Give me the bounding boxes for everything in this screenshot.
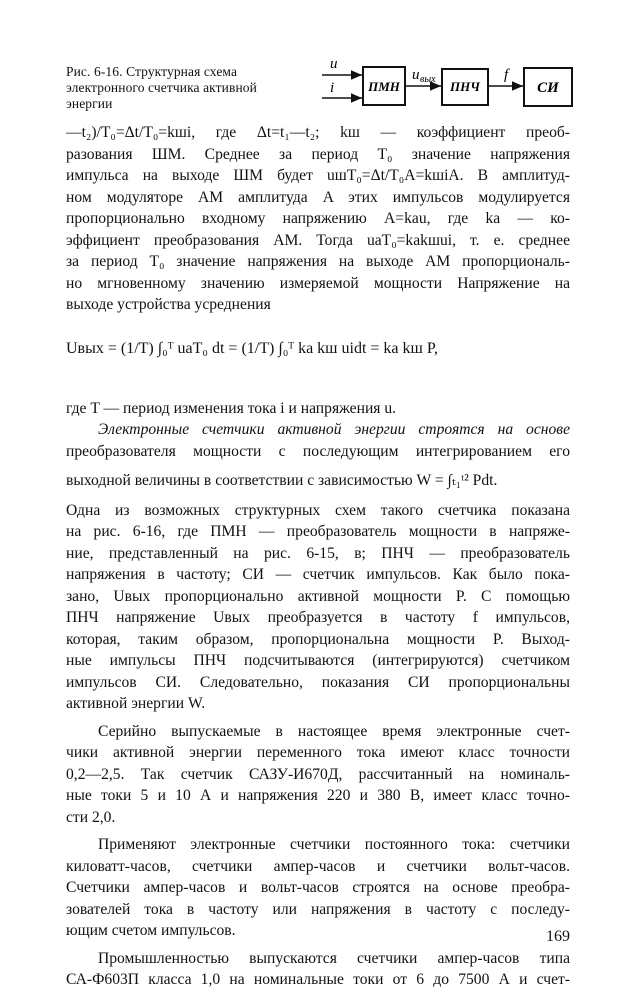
signal-f-label: f bbox=[504, 67, 509, 83]
input-i-label: i bbox=[330, 80, 335, 96]
text-line: выходе устройства усреднения bbox=[66, 296, 271, 313]
text-line: чики активной энергии переменного тока имеют класс точности bbox=[66, 744, 570, 761]
signal-uvyh-label: u bbox=[412, 67, 420, 83]
block-diagram bbox=[318, 52, 618, 120]
text-line: Серийно выпускаемые в настоящее время электронные счет- bbox=[98, 722, 570, 740]
text-line: напряжения в частоту; СИ — счетчик импульсов. Как было пока- bbox=[66, 566, 570, 583]
text-line: Применяют электронные счетчики постоянного тока: счетчики bbox=[98, 836, 570, 853]
block-pmn-label: ПМН bbox=[368, 79, 400, 94]
text-line: Счетчики ампер-часов и вольт-часов строятся на основе преобра- bbox=[66, 879, 570, 896]
text-line: киловатт-часов, счетчики ампер-часов и счетчики вольт-часов. bbox=[66, 857, 570, 875]
signal-uvyh-sub: вых bbox=[420, 74, 436, 85]
text-line: но мгновенному значению измеряемой мощности Напряжение на bbox=[66, 274, 570, 292]
text-line: —t₂)/T₀=Δt/T₀=kшi, где Δt=t₁—t₂; kш — коэффициент преоб- bbox=[66, 124, 570, 141]
text-line: импульсов СИ. Следовательно, показания СИ пропорциональны bbox=[66, 673, 570, 691]
text-line: СА-Ф603П класса 1,0 на номинальные токи от 6 до 7500 А и счет- bbox=[66, 971, 570, 988]
text-line: ющим счетом импульсов. bbox=[66, 922, 236, 939]
figure-caption bbox=[66, 64, 316, 112]
text-line: зователей тока в частоту или напряжения в частоту с последу- bbox=[66, 900, 570, 918]
text-line: ние, представленный на рис. 6-15, в; ПНЧ — преобразователь bbox=[66, 544, 570, 562]
caption-line: энергии bbox=[66, 96, 113, 111]
text-line: пропорционально входному напряжению A=kаu, где kа — ко- bbox=[66, 210, 570, 227]
formula-output-voltage bbox=[66, 326, 570, 382]
text-line: зано, Uвых пропорционально активной мощности P. С помощью bbox=[66, 587, 570, 605]
text-line: ные токи 5 и 10 А и напряжения 220 и 380 В, имеет класс точно- bbox=[66, 787, 570, 804]
text-line: эффициент преобразования АМ. Тогда uаT₀=kаkшui, т. е. среднее bbox=[66, 231, 570, 249]
text-line: сти 2,0. bbox=[66, 808, 116, 826]
text-line: за период T₀ значение напряжения на выходе АМ пропорциональ- bbox=[66, 253, 570, 270]
text-line: выходной величины в соответствии с зависимостью W = ∫ₜ₁ᵗ² Pdt. bbox=[66, 472, 498, 489]
text-line bbox=[66, 419, 570, 441]
text-line: ПНЧ напряжение Uвых преобразуется в частоту f импульсов, bbox=[66, 609, 570, 626]
text-line: преобразователя мощности с последующим интегрированием его bbox=[66, 442, 570, 460]
text-line: Промышленностью выпускаются счетчики ампер-часов типа bbox=[98, 949, 570, 967]
formula-text: Uвых = (1/T) ∫₀ᵀ uаT₀ dt = (1/T) ∫₀ᵀ kа kш uidt = kа kш P, bbox=[66, 339, 438, 357]
text-line: активной энергии W. bbox=[66, 695, 206, 712]
text-line: 0,2—2,5. Так счетчик САЗУ-И670Д, рассчитанный на номиналь- bbox=[66, 765, 570, 783]
text-line: разования ШМ. Среднее за период T₀ значение напряжения bbox=[66, 145, 570, 163]
page-number: 169 bbox=[546, 928, 570, 945]
text-line: которая, таким образом, пропорциональна мощности P. Выход- bbox=[66, 630, 570, 648]
block-pnch-label: ПНЧ bbox=[450, 79, 480, 94]
text-line: Одна из возможных структурных схем такого счетчика показана bbox=[66, 501, 570, 519]
text-line: импульса на выходе ШМ будет uшT₀=Δt/T₀A=kшiA. В амплитуд- bbox=[66, 167, 570, 184]
block-si-label: СИ bbox=[537, 80, 559, 96]
block-diagram-svg bbox=[318, 52, 618, 120]
input-u-label: u bbox=[330, 56, 338, 72]
text-line: на рис. 6-16, где ПМН — преобразователь мощности в напряже- bbox=[66, 523, 570, 540]
text-line: ные импульсы ПНЧ подсчитываются (интегрируются) счетчиком bbox=[66, 652, 570, 669]
emphasis-text: Электронные счетчики активной энергии строятся на основе bbox=[98, 421, 570, 438]
text-line: ном модуляторе АМ амплитуда A этих импульсов модулируется bbox=[66, 188, 570, 206]
caption-line: Рис. 6-16. Структурная схема bbox=[66, 64, 238, 79]
text-line: где T — период изменения тока i и напряжения u. bbox=[66, 399, 397, 417]
caption-line: электронного счетчика активной bbox=[66, 80, 257, 95]
body-text bbox=[66, 122, 570, 991]
